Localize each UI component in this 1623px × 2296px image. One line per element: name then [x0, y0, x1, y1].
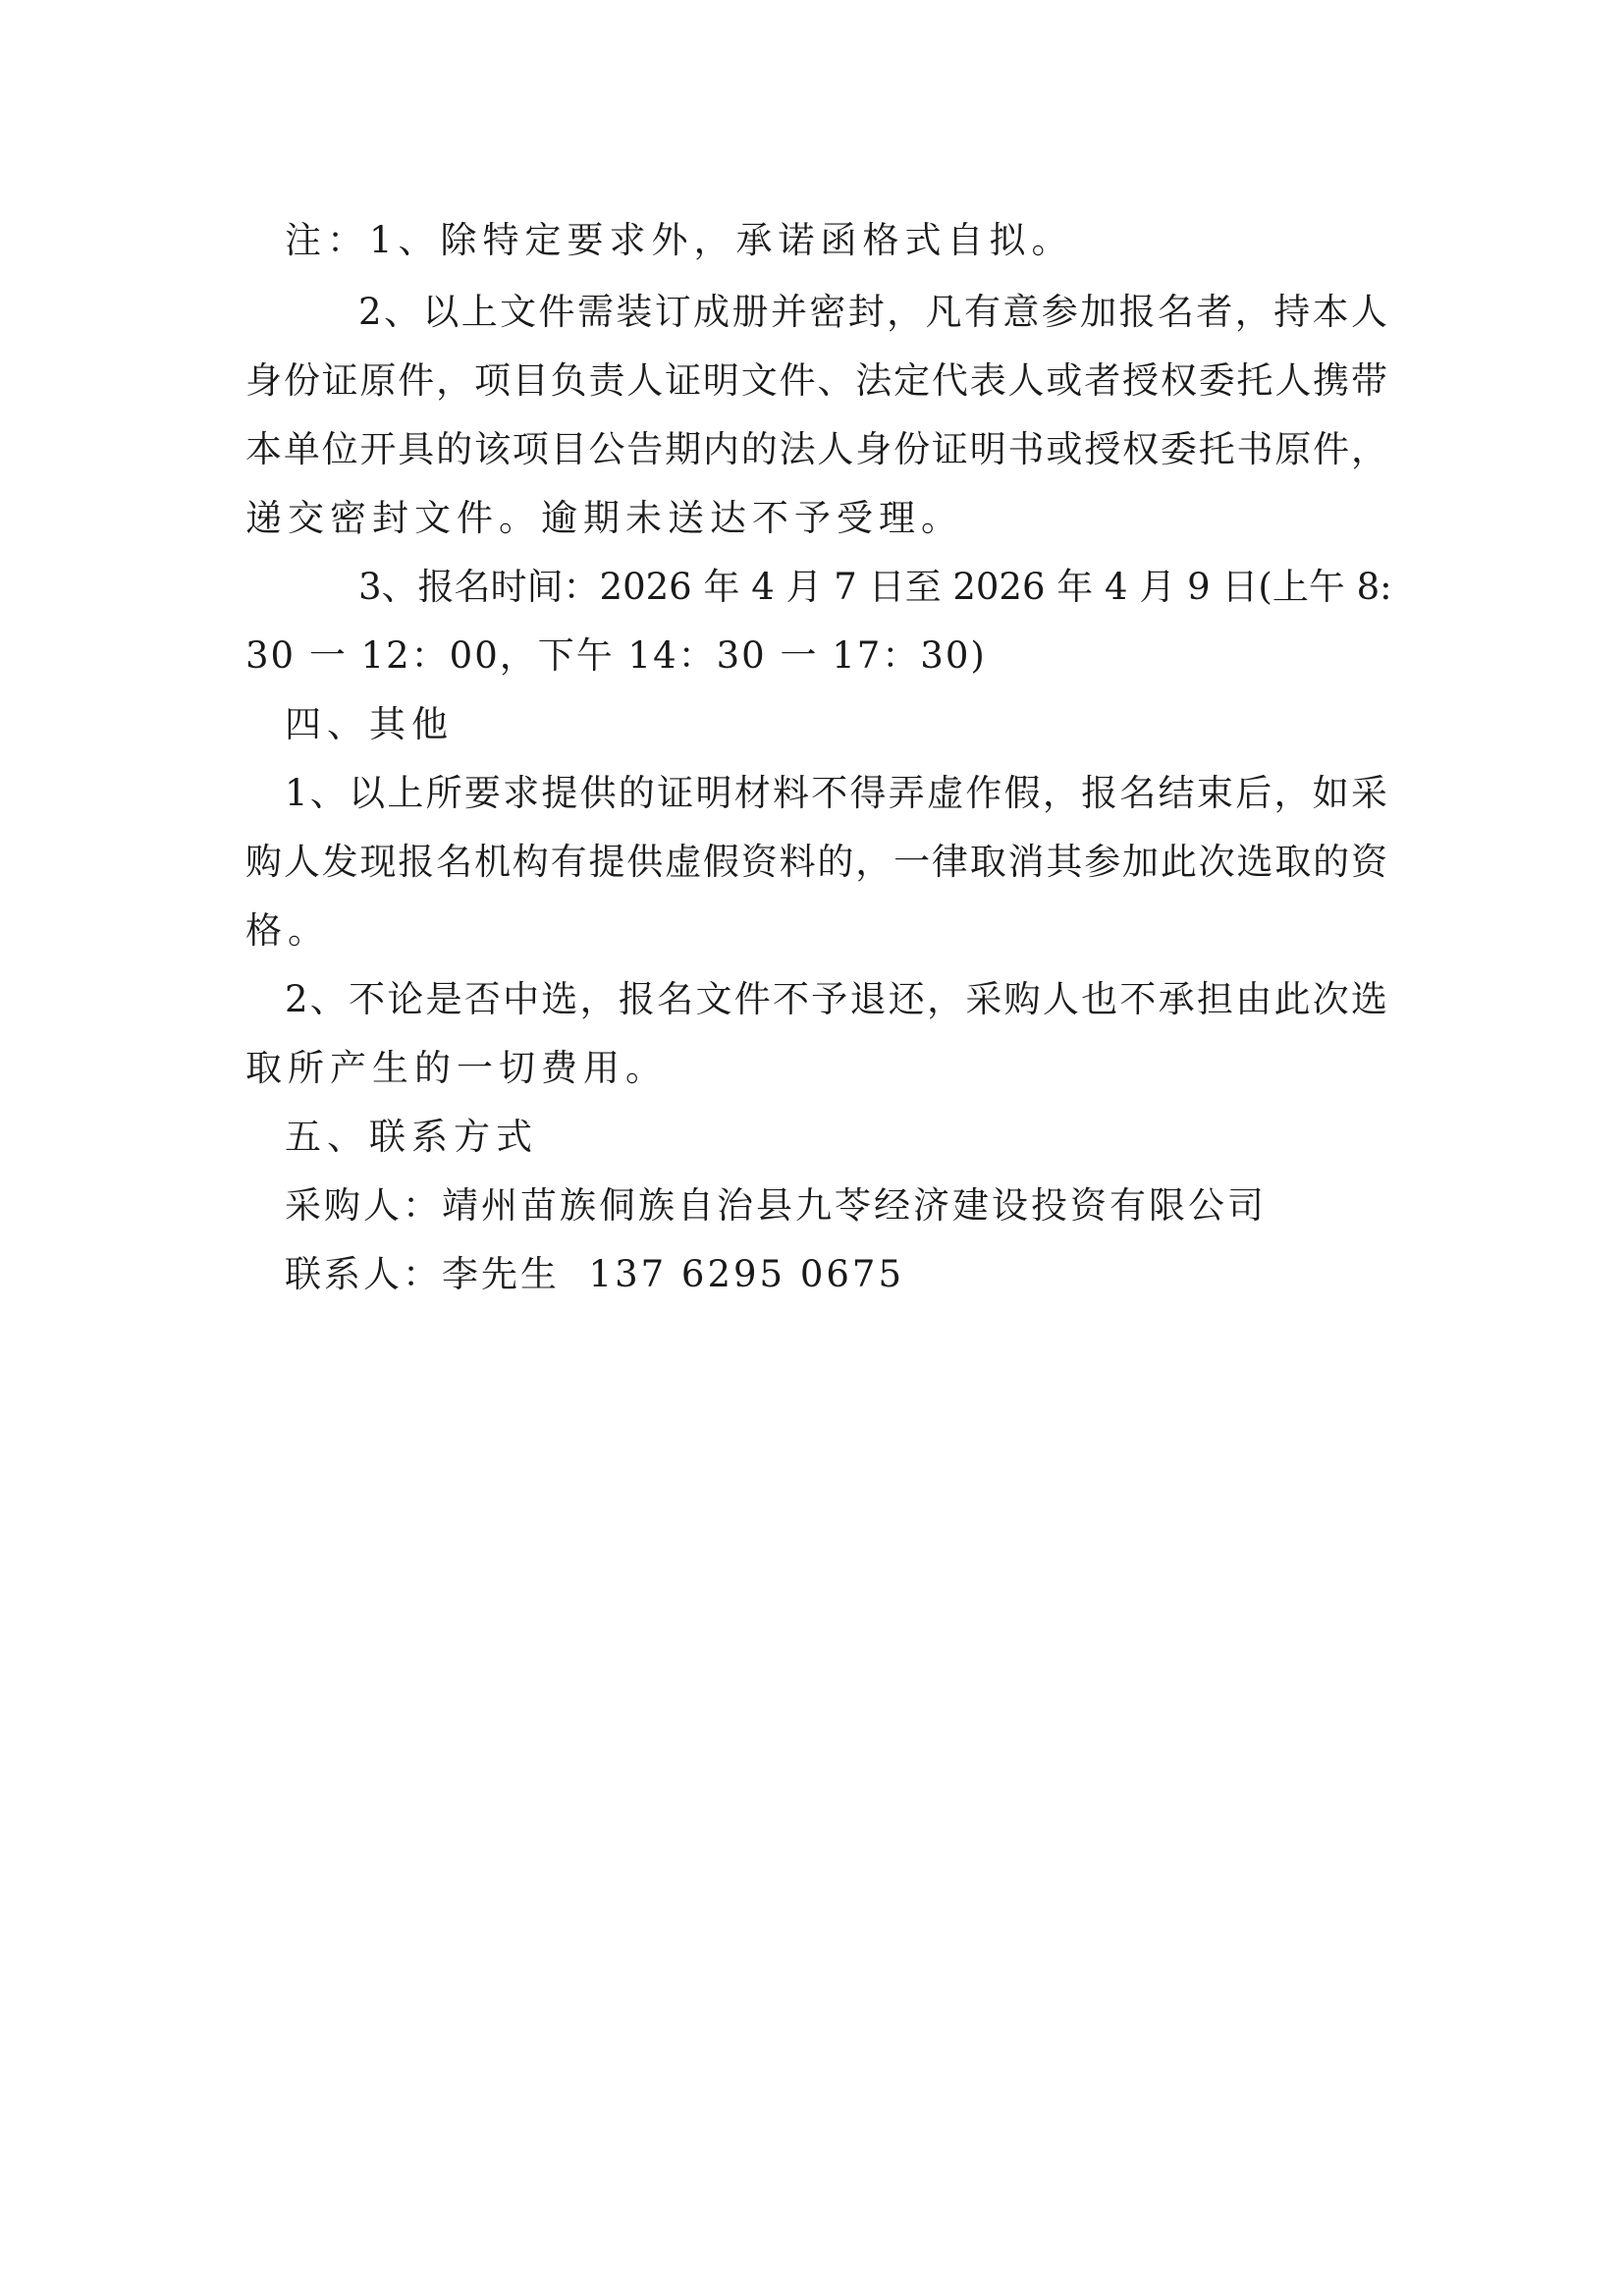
- note-2-line-1: 2、以上文件需装订成册并密封，凡有意参加报名者，持本人: [358, 291, 1387, 333]
- note-2-line-2: 身份证原件，项目负责人证明文件、法定代表人或者授权委托人携带: [245, 359, 1387, 402]
- note-3-line-2: 30 一 12：00，下午 14：30 一 17：30): [245, 634, 987, 677]
- note-2-line-3: 本单位开具的该项目公告期内的法人身份证明书或授权委托书原件，: [245, 428, 1387, 470]
- section-4-item-2-line-1: 2、不论是否中选，报名文件不予退还，采购人也不承担由此次选: [285, 978, 1387, 1020]
- section-4-item-1-line-1: 1、以上所要求提供的证明材料不得弄虚作假，报名结束后，如采: [285, 772, 1387, 814]
- contact-info: 联系人：李先生 137 6295 0675: [285, 1253, 904, 1295]
- purchaser-info: 采购人：靖州苗族侗族自治县九苓经济建设投资有限公司: [285, 1184, 1267, 1227]
- note-3-line-1: 3、报名时间：2026 年 4 月 7 日至 2026 年 4 月 9 日(上午 8:: [358, 566, 1392, 608]
- note-2-line-4: 递交密封文件。逾期未送达不予受理。: [245, 497, 963, 539]
- note-1: 注：1、除特定要求外，承诺函格式自拟。: [285, 219, 1074, 261]
- section-4-item-2-line-2: 取所产生的一切费用。: [245, 1047, 668, 1089]
- section-5-heading: 五、联系方式: [285, 1116, 538, 1158]
- section-4-heading: 四、其他: [285, 703, 454, 745]
- section-4-item-1-line-3: 格。: [245, 909, 330, 952]
- section-4-item-1-line-2: 购人发现报名机构有提供虚假资料的，一律取消其参加此次选取的资: [245, 841, 1387, 883]
